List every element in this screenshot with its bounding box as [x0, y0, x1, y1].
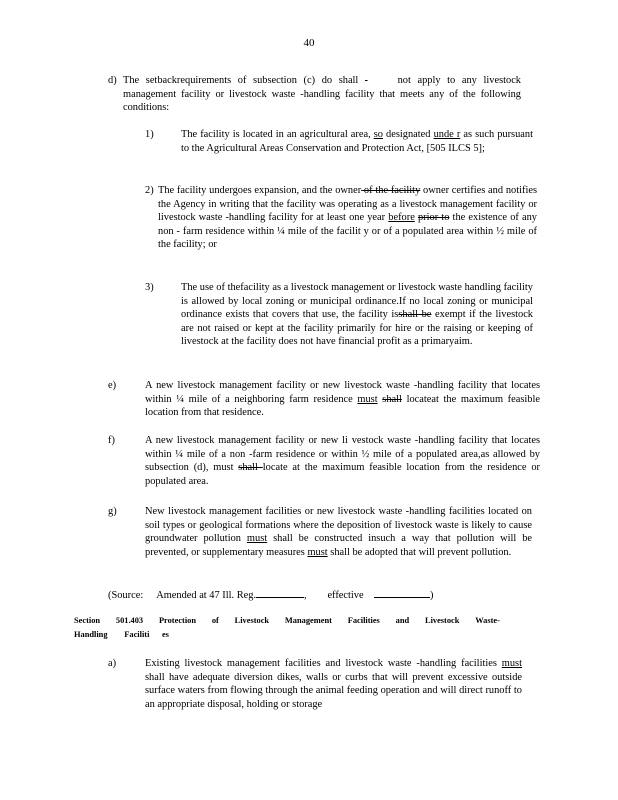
subsection-e-label: e): [108, 380, 117, 391]
condition-2-text: The facility undergoes expansion, and the owner of the facility owner certifies and notifies the Agency in writing that the facility was operating as a livestock management facility or livestock waste -handling facility for at least one year before prior to the existence of any non - farm residence within ¼ mile of the facilit y or of a populated area within ½ mile of the facility; or: [158, 185, 537, 251]
subsection-a-text: Existing livestock management facilities and livestock waste -handling facilities must shall have adequate diversion dikes, walls or curbs that will prevent excessive outside surface waters from flowing through the animal feeding operation and will direct runoff to an appropriate disposal, holding or storage: [145, 658, 522, 710]
subsection-g-label: g): [108, 506, 117, 517]
subsection-d-label: d): [108, 75, 117, 86]
subsection-f-text: A new livestock management facility or new li vestock waste -handling facility that locates within ¼ mile of a non -farm residence or within ½ mile of a populated area,as allowed by subsection (d), must shall locate at the maximum feasible location from the residence or populated area.: [145, 435, 540, 487]
source-note: (Source: Amended at 47 Ill. Reg. , effective ): [108, 590, 434, 601]
condition-1-text: The facility is located in an agricultural area, so designated unde r as such pursuant to the Agricultural Areas Conservation and Protection Act, [505 ILCS 5];: [181, 129, 533, 154]
section-heading-line-2: Handling Faciliti es: [74, 630, 169, 639]
condition-3-label: 3): [145, 282, 154, 293]
condition-3-text: The use of thefacility as a livestock management or livestock waste handling facility is allowed by local zoning or municipal ordinance.If no local zoning or municipal ordinance exists that covers that use, the facility isshall be exempt if the livestock are not raised or kept at the facility primarily for hire or the raising or keeping of livestock at the facility does not have financial profit as a primaryaim.: [181, 282, 534, 348]
section-heading-line-1: Section 501.403 Protection of Livestock Management Facilities and Livestock Waste-: [74, 616, 500, 625]
subsection-g-text: New livestock management facilities or new livestock waste -handling facilities located on soil types or geological formations where the deposition of livestock waste is likely to cause groundwater pollution must shall be constructed insuch a way that pollution will be prevented, or supplementary measures must shall be adopted that will prevent pollution.: [145, 506, 532, 558]
subsection-d-intro: The setbackrequirements of subsection (c) do shall not apply to any livestock management facility or livestock waste -handling facility that meets any of the following conditions:: [123, 75, 521, 114]
condition-2-label: 2): [145, 185, 154, 196]
page-number: 40: [303, 37, 315, 49]
subsection-f-label: f): [108, 435, 115, 446]
subsection-a-label: a): [108, 658, 117, 669]
subsection-e-text: A new livestock management facility or new livestock waste -handling facility that locates within ¼ mile of a neighboring farm residence must shall locateat the maximum feasible location from that residence.: [145, 380, 540, 419]
section-heading: [74, 614, 500, 642]
condition-1-label: 1): [145, 129, 154, 140]
